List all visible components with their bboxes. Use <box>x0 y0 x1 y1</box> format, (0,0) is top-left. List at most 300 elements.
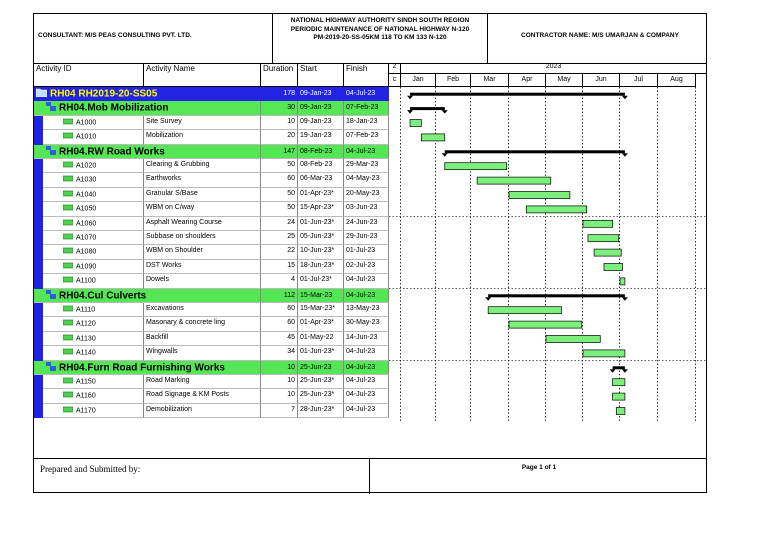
activity-icon <box>63 247 73 256</box>
cell-start <box>298 217 344 231</box>
cell-duration <box>261 159 298 173</box>
cell-text-name: Masonary & concrete ling <box>146 319 225 327</box>
cell-name <box>144 159 261 173</box>
cell-text-id: A1090 <box>76 263 97 271</box>
cell-id <box>43 188 144 202</box>
timescale-month: Jan <box>401 74 436 87</box>
cell-text-id: A1000 <box>76 119 97 127</box>
cell-text-id: RH04.Cul Culverts <box>59 290 147 302</box>
cell-text-start: 09-Jan-23 <box>300 104 332 112</box>
wbs-indent-band <box>34 130 43 144</box>
timescale-month: May <box>546 74 583 87</box>
activity-bar[interactable] <box>616 408 625 415</box>
cell-text-finish: 04-Jul-23 <box>346 147 376 155</box>
activity-icon <box>63 391 73 400</box>
cell-text-start: 10-Jun-23* <box>300 247 335 255</box>
cell-id <box>34 101 261 115</box>
cell-id <box>34 289 261 303</box>
cell-name <box>144 303 261 317</box>
activity-row[interactable] <box>34 332 389 346</box>
cell-text-id: A1060 <box>76 219 97 227</box>
cell-start <box>298 245 344 259</box>
timescale-year-partial: 2 <box>389 63 401 74</box>
cell-text-start: 25-Jun-23 <box>300 363 332 371</box>
cell-text-start: 01-Apr-23* <box>300 319 334 327</box>
cell-id <box>43 173 144 187</box>
cell-finish <box>344 274 389 288</box>
cell-name <box>144 317 261 331</box>
column-header-finish[interactable]: Finish <box>344 63 389 87</box>
cell-text-duration: 24 <box>287 218 295 226</box>
cell-start <box>298 87 344 101</box>
wbs-indent-band <box>34 173 43 187</box>
title-line-2: PERIODIC MAINTENANCE OF NATIONAL HIGHWAY N-120 <box>290 25 470 33</box>
cell-name <box>144 389 261 403</box>
cell-text-finish: 18-Jan-23 <box>346 117 378 125</box>
summary-bar[interactable] <box>407 107 448 114</box>
activity-row[interactable] <box>34 116 389 130</box>
cell-id <box>34 145 261 159</box>
column-header-id[interactable]: Activity ID <box>34 63 144 87</box>
cell-start <box>298 303 344 317</box>
folder-icon <box>36 88 47 100</box>
cell-text-id: A1120 <box>76 320 96 328</box>
timescale-month: Aug <box>658 74 696 87</box>
cell-text-start: 28-Jun-23* <box>300 405 335 413</box>
activity-bar[interactable] <box>583 350 625 357</box>
cell-text-id: A1170 <box>76 407 96 415</box>
cell-duration <box>261 245 298 259</box>
cell-finish <box>344 389 389 403</box>
cell-text-start: 25-Jun-23* <box>300 391 335 399</box>
cell-finish <box>344 231 389 245</box>
cell-id <box>43 346 144 360</box>
cell-start <box>298 289 344 303</box>
activity-bar[interactable] <box>445 163 507 170</box>
cell-duration <box>261 274 298 288</box>
wbs-indent-band <box>34 188 43 202</box>
cell-text-id: A1010 <box>76 133 97 141</box>
cell-finish <box>344 145 389 159</box>
cell-finish <box>344 217 389 231</box>
cell-text-duration: 147 <box>283 147 295 155</box>
wbs-indent-band <box>34 274 43 288</box>
cell-duration <box>261 346 298 360</box>
cell-duration <box>261 289 298 303</box>
cell-text-name: DST Works <box>146 261 182 269</box>
cell-id <box>43 375 144 389</box>
activity-bar[interactable] <box>613 379 625 386</box>
cell-finish <box>344 87 389 101</box>
activity-row[interactable] <box>34 274 389 288</box>
activity-bar[interactable] <box>526 206 586 213</box>
wbs-indent-band <box>34 231 43 245</box>
cell-start <box>298 389 344 403</box>
cell-text-name: Earthworks <box>146 175 182 183</box>
cell-text-finish: 04-Jul-23 <box>346 291 376 299</box>
cell-duration <box>261 303 298 317</box>
activity-row[interactable] <box>34 245 389 259</box>
activity-bar[interactable] <box>613 393 625 400</box>
activity-bar[interactable] <box>604 264 622 271</box>
activity-bar[interactable] <box>477 177 551 184</box>
cell-text-name: Subbase on shoulders <box>146 233 216 240</box>
cell-text-start: 15-Mar-23 <box>300 291 333 299</box>
cell-text-finish: 14-Jun-23 <box>346 333 378 341</box>
cell-name <box>144 375 261 389</box>
cell-id <box>43 202 144 216</box>
report-header <box>34 14 706 64</box>
cell-id <box>43 217 144 231</box>
activity-row[interactable] <box>34 231 389 245</box>
cell-duration <box>261 202 298 216</box>
cell-text-start: 19-Jan-23 <box>300 132 332 140</box>
activity-row[interactable] <box>34 346 389 360</box>
summary-bar[interactable] <box>610 366 628 373</box>
cell-text-duration: 4 <box>291 276 295 284</box>
cell-text-finish: 20-May-23 <box>346 189 380 197</box>
cell-text-name: Clearing & Grubbing <box>146 161 210 168</box>
timescale-month: Apr <box>509 74 546 87</box>
cell-text-start: 01-Apr-23* <box>300 189 334 197</box>
cell-duration <box>261 188 298 202</box>
prepared-by-label: Prepared and Submitted by: <box>40 464 141 474</box>
cell-text-finish: 29-Mar-23 <box>346 161 379 168</box>
cell-start <box>298 173 344 187</box>
activity-row[interactable] <box>34 389 389 403</box>
activity-row[interactable] <box>34 159 389 173</box>
cell-start <box>298 101 344 115</box>
wbs-indent-band <box>34 260 43 274</box>
wbs-icon <box>46 102 56 114</box>
cell-text-finish: 04-May-23 <box>346 175 380 183</box>
timescale-month: Jun <box>583 74 620 87</box>
cell-text-id: A1080 <box>76 248 97 256</box>
cell-text-name: Dowels <box>146 276 169 284</box>
cell-text-finish: 04-Jul-23 <box>346 90 376 97</box>
activity-row[interactable] <box>34 173 389 187</box>
cell-start <box>298 346 344 360</box>
contractor-label: CONTRACTOR NAME: M/S UMARJAN & COMPANY <box>521 32 679 39</box>
activity-icon <box>63 406 73 415</box>
cell-duration <box>261 87 298 101</box>
cell-text-id: A1030 <box>76 176 97 184</box>
title-line-1: NATIONAL HIGHWAY AUTHORITY SINDH SOUTH REGION <box>290 17 470 24</box>
cell-text-finish: 30-May-23 <box>346 319 380 327</box>
activity-bar[interactable] <box>620 278 625 285</box>
cell-finish <box>344 173 389 187</box>
cell-text-name: WBM on C/way <box>146 204 195 212</box>
title-line-3: PM-2019-20-SS-05KM 118 TO KM 133 N-120 <box>313 34 447 41</box>
cell-text-start: 15-Mar-23* <box>300 305 336 312</box>
wbs-indent-band <box>34 159 43 173</box>
cell-text-start: 01-May-22 <box>300 333 334 341</box>
cell-duration <box>261 361 298 375</box>
cell-text-duration: 50 <box>287 161 295 168</box>
cell-finish <box>344 245 389 259</box>
cell-text-name: Mobilization <box>146 132 183 140</box>
cell-duration <box>261 116 298 130</box>
cell-text-duration: 30 <box>287 104 295 112</box>
cell-text-id: A1110 <box>76 306 96 314</box>
summary-bar[interactable] <box>442 150 628 157</box>
gantt-chart <box>389 87 707 432</box>
cell-duration <box>261 101 298 115</box>
cell-finish <box>344 317 389 331</box>
cell-text-start: 15-Apr-23* <box>300 204 334 212</box>
cell-text-duration: 15 <box>287 261 295 269</box>
cell-name <box>144 404 261 418</box>
cell-finish <box>344 116 389 130</box>
cell-finish <box>344 101 389 115</box>
cell-finish <box>344 375 389 389</box>
cell-id <box>43 274 144 288</box>
cell-start <box>298 375 344 389</box>
cell-id <box>43 130 144 144</box>
cell-text-finish: 13-May-23 <box>346 305 380 312</box>
activity-bar[interactable] <box>594 249 621 256</box>
cell-text-start: 08-Feb-23 <box>300 147 333 155</box>
activity-row[interactable] <box>34 375 389 389</box>
activity-icon <box>63 118 73 127</box>
cell-duration <box>261 260 298 274</box>
page-number: Page 1 of 1 <box>521 464 557 471</box>
cell-duration <box>261 231 298 245</box>
cell-finish <box>344 130 389 144</box>
column-header-name[interactable]: Activity Name <box>144 63 261 87</box>
activity-row[interactable] <box>34 260 389 274</box>
timescale-month: Feb <box>436 74 471 87</box>
cell-text-name: Road Marking <box>146 377 190 384</box>
timescale-month: c <box>389 74 401 87</box>
cell-duration <box>261 145 298 159</box>
cell-text-finish: 24-Jun-23 <box>346 218 378 226</box>
activity-bar[interactable] <box>421 134 444 141</box>
activity-bar[interactable] <box>546 336 600 343</box>
cell-start <box>298 130 344 144</box>
wbs-icon <box>46 146 56 158</box>
activity-row[interactable] <box>34 217 389 231</box>
cell-name <box>144 231 261 245</box>
cell-id <box>43 317 144 331</box>
cell-name <box>144 332 261 346</box>
cell-start <box>298 274 344 288</box>
cell-duration <box>261 130 298 144</box>
cell-text-duration: 60 <box>287 175 295 183</box>
cell-text-finish: 04-Jul-23 <box>346 276 376 284</box>
cell-text-start: 05-Jun-23* <box>300 233 335 240</box>
cell-text-id: RH04.Mob Mobilization <box>59 103 169 115</box>
cell-name <box>144 116 261 130</box>
cell-text-name: Backfill <box>146 333 169 341</box>
cell-start <box>298 159 344 173</box>
cell-id <box>43 245 144 259</box>
cell-duration <box>261 317 298 331</box>
cell-text-name: Excavations <box>146 305 184 312</box>
cell-start <box>298 145 344 159</box>
cell-id <box>43 231 144 245</box>
activity-icon <box>63 319 73 328</box>
cell-start <box>298 231 344 245</box>
cell-text-id: A1070 <box>76 234 97 242</box>
cell-finish <box>344 202 389 216</box>
wbs-indent-band <box>34 389 43 403</box>
wbs-indent-band <box>34 346 43 360</box>
timescale <box>389 63 707 87</box>
cell-text-duration: 7 <box>291 405 295 413</box>
cell-text-finish: 04-Jul-23 <box>346 363 376 371</box>
column-header-duration[interactable]: Duration <box>261 63 298 87</box>
activity-row[interactable] <box>34 303 389 317</box>
wbs-row[interactable] <box>34 361 389 375</box>
cell-finish <box>344 159 389 173</box>
cell-name <box>144 130 261 144</box>
cell-finish <box>344 404 389 418</box>
wbs-row[interactable] <box>34 145 389 159</box>
project-title <box>272 14 488 63</box>
wbs-icon <box>46 290 56 302</box>
cell-id <box>43 404 144 418</box>
cell-start <box>298 317 344 331</box>
wbs-indent-band <box>34 303 43 317</box>
timescale-month: Mar <box>471 74 509 87</box>
activity-bar[interactable] <box>509 192 570 199</box>
cell-text-id: A1050 <box>76 205 97 213</box>
activity-icon <box>63 190 73 199</box>
cell-start <box>298 202 344 216</box>
cell-finish <box>344 303 389 317</box>
cell-text-duration: 20 <box>287 132 295 140</box>
cell-name <box>144 274 261 288</box>
cell-name <box>144 173 261 187</box>
summary-bar[interactable] <box>485 294 628 301</box>
wbs-indent-band <box>34 375 43 389</box>
activity-icon <box>63 132 73 141</box>
cell-text-finish: 07-Feb-23 <box>346 104 379 112</box>
cell-text-finish: 29-Jun-23 <box>346 233 378 240</box>
cell-text-id: A1160 <box>76 392 96 400</box>
activity-icon <box>63 219 73 228</box>
cell-text-finish: 03-Jun-23 <box>346 204 378 212</box>
cell-start <box>298 116 344 130</box>
cell-text-name: Road Signage & KM Posts <box>146 391 229 399</box>
schedule-frame <box>33 13 707 493</box>
activity-icon <box>63 305 73 314</box>
cell-id <box>43 389 144 403</box>
wbs-indent-band <box>34 245 43 259</box>
wbs-indent-band <box>34 116 43 130</box>
wbs-row[interactable] <box>34 289 389 303</box>
footer <box>34 458 706 494</box>
activity-icon <box>63 276 73 285</box>
column-header-start[interactable]: Start <box>298 63 344 87</box>
cell-text-name: Demobilization <box>146 405 192 413</box>
cell-text-duration: 50 <box>287 189 295 197</box>
cell-id <box>43 260 144 274</box>
cell-text-start: 18-Jun-23* <box>300 261 335 269</box>
wbs-row[interactable] <box>34 101 389 115</box>
cell-finish <box>344 332 389 346</box>
cell-text-id: A1100 <box>76 277 96 285</box>
activity-icon <box>63 377 73 386</box>
cell-text-name: Wingwalls <box>146 348 178 356</box>
activity-bar[interactable] <box>583 220 613 227</box>
cell-name <box>144 217 261 231</box>
summary-bar[interactable] <box>407 93 628 100</box>
cell-id <box>43 116 144 130</box>
wbs-row[interactable] <box>34 87 389 101</box>
cell-text-finish: 07-Feb-23 <box>346 132 379 140</box>
cell-name <box>144 202 261 216</box>
consultant-label: CONSULTANT: M/S PEAS CONSULTING PVT. LTD. <box>38 32 192 39</box>
cell-start <box>298 260 344 274</box>
cell-id <box>34 87 261 101</box>
cell-finish <box>344 361 389 375</box>
activity-bar[interactable] <box>488 307 561 314</box>
cell-text-start: 09-Jan-23 <box>300 90 332 97</box>
activity-icon <box>63 204 73 213</box>
cell-text-id: A1040 <box>76 191 97 199</box>
activity-bar[interactable] <box>509 321 582 328</box>
cell-text-id: RH04.RW Road Works <box>59 146 165 158</box>
cell-text-finish: 04-Jul-23 <box>346 348 376 356</box>
cell-text-duration: 112 <box>283 291 295 299</box>
cell-duration <box>261 389 298 403</box>
activity-row[interactable] <box>34 404 389 418</box>
cell-id <box>43 159 144 173</box>
cell-text-duration: 10 <box>287 377 295 384</box>
cell-text-duration: 45 <box>287 333 295 341</box>
activity-row[interactable] <box>34 130 389 144</box>
cell-start <box>298 332 344 346</box>
cell-text-duration: 60 <box>287 319 295 327</box>
cell-text-name: Site Survey <box>146 117 182 125</box>
activity-icon <box>63 262 73 271</box>
cell-text-duration: 178 <box>283 90 295 97</box>
activity-row[interactable] <box>34 317 389 331</box>
cell-id <box>34 361 261 375</box>
timescale-year: 2023 <box>401 63 707 74</box>
cell-text-finish: 04-Jul-23 <box>346 405 376 413</box>
cell-duration <box>261 404 298 418</box>
cell-id <box>43 303 144 317</box>
cell-text-duration: 25 <box>287 233 295 240</box>
activity-bar[interactable] <box>410 120 421 127</box>
wbs-icon <box>46 362 56 374</box>
cell-text-name: WBM on Shoulder <box>146 247 203 255</box>
wbs-indent-band <box>34 217 43 231</box>
activity-icon <box>63 348 73 357</box>
wbs-indent-band <box>34 404 43 418</box>
activity-bar[interactable] <box>588 235 619 242</box>
cell-text-start: 01-Jul-23* <box>300 276 332 284</box>
cell-name <box>144 188 261 202</box>
cell-start <box>298 404 344 418</box>
cell-text-duration: 10 <box>287 363 295 371</box>
cell-name <box>144 346 261 360</box>
activity-row[interactable] <box>34 202 389 216</box>
cell-start <box>298 361 344 375</box>
activity-row[interactable] <box>34 188 389 202</box>
cell-text-finish: 04-Jul-23 <box>346 391 376 399</box>
cell-duration <box>261 375 298 389</box>
cell-text-start: 06-Mar-23 <box>300 175 333 183</box>
cell-text-id: RH04.Furn Road Furnishing Works <box>59 362 225 374</box>
cell-finish <box>344 289 389 303</box>
cell-text-start: 09-Jan-23 <box>300 117 332 125</box>
cell-text-finish: 02-Jul-23 <box>346 261 376 269</box>
cell-text-duration: 60 <box>287 305 295 312</box>
